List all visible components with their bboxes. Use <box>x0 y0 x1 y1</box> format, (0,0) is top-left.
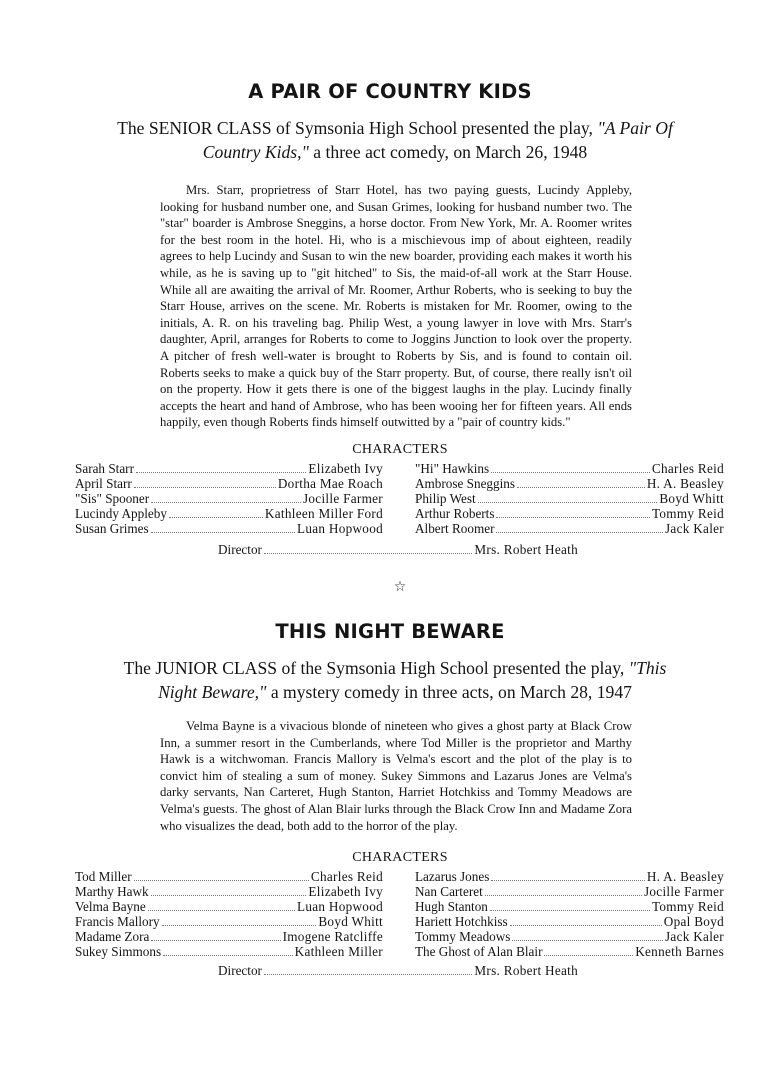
actor: Tommy Reid <box>651 898 724 914</box>
actor: Boyd Whitt <box>318 913 383 929</box>
play-summary: Mrs. Starr, proprietress of Starr Hotel, has two paying guests, Lucindy Appleby, looking for husband number one, and Susan Grimes, looking for husband number two. The "star" boarder is Ambrose Sneggins, a horse doctor. From New York, Mr. A. Roomer writes for the best room in the hotel. Hi, who is a mischievous imp of about eighteen, readily agrees to help Lucindy and Susan to win the new boarder, providing each makes it worth his while, as he is saving up to "git hitched" to Sis, the maid-of-all work at the Starr House. While all are awaiting the arrival of Mr. Roomer, Arthur Roberts, who is seeking to buy the Starr House, arrives on the scene. Mr. Roberts is mistaken for Mr. Roomer, owing to the initials, A. R. on his traveling bag. Philip West, a young lawyer in love with Mrs. Starr's daughter, April, arranges for Roberts to come to Joggins Junction to look over the property. A pitcher of fresh well-water is brought to Roberts by Sis, and is found to contain oil. Roberts seeks to make a quick buy of the Starr property. But, of course, there really isn't oil on the property. How it gets there is one of the biggest laughs in the play. Lucindy finally accepts the heart and hand of Ambrose, who has been wooing her for fifteen years. All ends happily, even though Roberts finds himself outwitted by a "pair of country kids." <box>160 183 632 430</box>
actor: Dortha Mae Roach <box>277 475 383 491</box>
role: Nan Carteret <box>415 883 483 899</box>
leader-dots <box>491 472 650 473</box>
actor: Charles Reid <box>651 461 724 476</box>
leader-dots <box>134 487 276 488</box>
role: Ambrose Sneggins <box>415 475 516 491</box>
leader-dots <box>478 502 658 503</box>
role: April Starr <box>75 475 132 491</box>
cast-list-right <box>415 870 724 959</box>
actor: Luan Hopwood <box>296 898 383 914</box>
role: The Ghost of Alan Blair <box>415 943 543 959</box>
leader-dots <box>491 880 645 881</box>
director-row <box>218 542 578 558</box>
cast-row <box>415 930 724 945</box>
cast-row <box>75 522 383 537</box>
role: Velma Bayne <box>75 898 146 914</box>
director-name: Mrs. Robert Heath <box>474 963 578 978</box>
role: Tod Miller <box>75 869 132 884</box>
role: Lazarus Jones <box>415 869 490 884</box>
cast-row <box>75 915 383 930</box>
role: Francis Mallory <box>75 913 160 929</box>
play-intro <box>110 116 680 164</box>
actor: Imogene Ratcliffe <box>282 928 383 944</box>
role: "Hi" Hawkins <box>415 461 490 476</box>
actor: Kenneth Barnes <box>635 943 724 959</box>
leader-dots <box>134 880 309 881</box>
leader-dots <box>512 940 663 941</box>
intro-text: The JUNIOR CLASS of the Symsonia High School presented the play, <box>123 658 629 678</box>
leader-dots <box>151 895 307 896</box>
actor: Kathleen Miller Ford <box>264 505 383 521</box>
role: Arthur Roberts <box>415 505 495 521</box>
role: Philip West <box>415 490 476 506</box>
leader-dots <box>510 925 662 926</box>
cast-row <box>75 507 383 522</box>
cast-row <box>75 492 383 507</box>
director-row <box>218 963 578 979</box>
actor: Tommy Reid <box>651 505 724 521</box>
actor: H. A. Beasley <box>646 869 724 884</box>
leader-dots <box>544 955 633 956</box>
director-label: Director <box>218 963 262 978</box>
role: Lucindy Appleby <box>75 505 167 521</box>
director-label: Director <box>218 542 262 557</box>
cast-row <box>415 462 724 477</box>
characters-heading: CHARACTERS <box>352 442 448 457</box>
play-title: THIS NIGHT BEWARE <box>275 620 505 643</box>
cast-row <box>415 870 724 885</box>
actor: Boyd Whitt <box>659 490 724 506</box>
role: Tommy Meadows <box>415 928 511 944</box>
play-title: A PAIR OF COUNTRY KIDS <box>248 80 532 103</box>
leader-dots <box>517 487 645 488</box>
leader-dots <box>162 925 317 926</box>
role: Hariett Hotchkiss <box>415 913 508 929</box>
leader-dots <box>496 532 663 533</box>
cast-row <box>75 945 383 960</box>
intro-text: a mystery comedy in three acts, on March 28, 1947 <box>266 682 632 702</box>
role: Hugh Stanton <box>415 898 488 914</box>
actor: Opal Boyd <box>663 913 724 929</box>
leader-dots <box>148 910 295 911</box>
actor: Elizabeth Ivy <box>308 461 383 476</box>
leader-dots <box>496 517 649 518</box>
leader-dots <box>136 472 306 473</box>
cast-row <box>415 492 724 507</box>
play-summary: Velma Bayne is a vivacious blonde of nineteen who gives a ghost party at Black Crow Inn, a summer resort in the Cumberlands, where Tod Miller is the proprietor and Marthy Hawk is a witchwoman. Francis Mallory is Velma's escort and the plot of the play is to convict him of stealing a sum of money. Sukey Simmons and Lazarus Jones are Velma's darky servants, Nan Carteret, Hugh Stanton, Harriet Hotchkiss and Tommy Meadows are Velma's guests. The ghost of Alan Blair lurks through the Black Crow Inn and Madame Zora who visualizes the dead, both add to the horror of the play. <box>160 719 632 833</box>
cast-list-right <box>415 462 724 537</box>
leader-dots <box>264 974 472 975</box>
actor: Charles Reid <box>310 869 383 884</box>
director-line <box>218 542 578 558</box>
intro-text: a three act comedy, on March 26, 1948 <box>308 142 588 162</box>
role: Madame Zora <box>75 928 150 944</box>
cast-row <box>75 885 383 900</box>
cast-row <box>415 915 724 930</box>
actor: Kathleen Miller <box>294 943 383 959</box>
cast-row <box>415 900 724 915</box>
actor: Jack Kaler <box>664 928 724 944</box>
cast-list-left <box>75 870 383 959</box>
actor: Jocille Farmer <box>643 883 724 899</box>
actor: Luan Hopwood <box>296 520 383 536</box>
leader-dots <box>169 517 263 518</box>
characters-heading: CHARACTERS <box>352 850 448 865</box>
leader-dots <box>264 553 472 554</box>
leader-dots <box>151 502 301 503</box>
play-name: "A Pair Of Country Kids," <box>202 118 673 162</box>
leader-dots <box>163 955 293 956</box>
actor: Jack Kaler <box>664 520 724 536</box>
role: Sukey Simmons <box>75 943 162 959</box>
actor: Jocille Farmer <box>302 490 383 506</box>
role: Susan Grimes <box>75 520 149 536</box>
cast-row <box>75 900 383 915</box>
star-outline-icon: ☆ <box>393 579 407 595</box>
intro-text: The SENIOR CLASS of Symsonia High School presented the play, <box>117 118 598 138</box>
leader-dots <box>490 910 650 911</box>
cast-row <box>75 462 383 477</box>
cast-row <box>415 885 724 900</box>
leader-dots <box>151 940 280 941</box>
role: "Sis" Spooner <box>75 490 150 506</box>
actor: H. A. Beasley <box>646 475 724 491</box>
director-line <box>218 963 578 979</box>
role: Marthy Hawk <box>75 883 149 899</box>
play-intro <box>110 656 680 704</box>
cast-row <box>415 945 724 960</box>
cast-row <box>415 507 724 522</box>
play-name: "This Night Beware," <box>158 658 667 702</box>
actor: Elizabeth Ivy <box>308 883 383 899</box>
cast-row <box>415 522 724 537</box>
cast-list-left <box>75 462 383 537</box>
cast-row <box>415 477 724 492</box>
role: Sarah Starr <box>75 461 134 476</box>
leader-dots <box>151 532 295 533</box>
cast-row <box>75 477 383 492</box>
leader-dots <box>485 895 642 896</box>
director-name: Mrs. Robert Heath <box>474 542 578 557</box>
cast-row <box>75 930 383 945</box>
role: Albert Roomer <box>415 520 495 536</box>
cast-row <box>75 870 383 885</box>
